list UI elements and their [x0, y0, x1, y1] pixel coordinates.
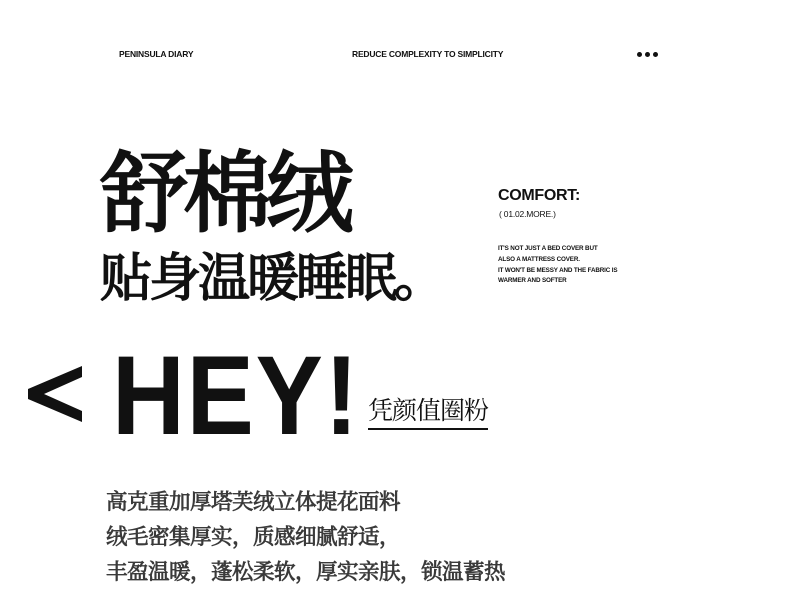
- body-line: 高克重加厚塔芙绒立体提花面料: [106, 490, 401, 515]
- appearance-link[interactable]: 凭颜值圈粉: [368, 394, 488, 430]
- body-line: 丰盈温暖，蓬松柔软，厚实亲肤，锁温蓄热: [106, 560, 506, 585]
- more-dots-icon[interactable]: [637, 52, 658, 57]
- description-line: ALSO A MATTRESS COVER.: [498, 255, 580, 263]
- dot: [653, 52, 658, 57]
- back-chevron-icon[interactable]: [24, 362, 86, 426]
- comfort-heading: COMFORT:: [498, 187, 581, 204]
- hey-heading: HEY!: [112, 333, 361, 458]
- tagline: REDUCE COMPLEXITY TO SIMPLICITY: [352, 49, 504, 59]
- product-description: [106, 485, 505, 590]
- body-line: 绒毛密集厚实，质感细腻舒适，: [106, 525, 401, 550]
- comfort-description: [498, 244, 617, 287]
- hero-subtitle: 贴身温暖睡眠。: [100, 249, 444, 309]
- description-line: IT WON'T BE MESSY AND THE FABRIC IS: [498, 266, 618, 274]
- dot: [645, 52, 650, 57]
- description-line: IT'S NOT JUST A BED COVER BUT: [498, 245, 598, 252]
- brand-name: PENINSULA DIARY: [119, 49, 194, 59]
- dot: [637, 52, 642, 57]
- hero-title: 舒棉绒: [100, 142, 350, 245]
- comfort-subheading: ( 01.02.MORE.): [499, 209, 556, 219]
- description-line: WARMER AND SOFTER: [498, 277, 567, 285]
